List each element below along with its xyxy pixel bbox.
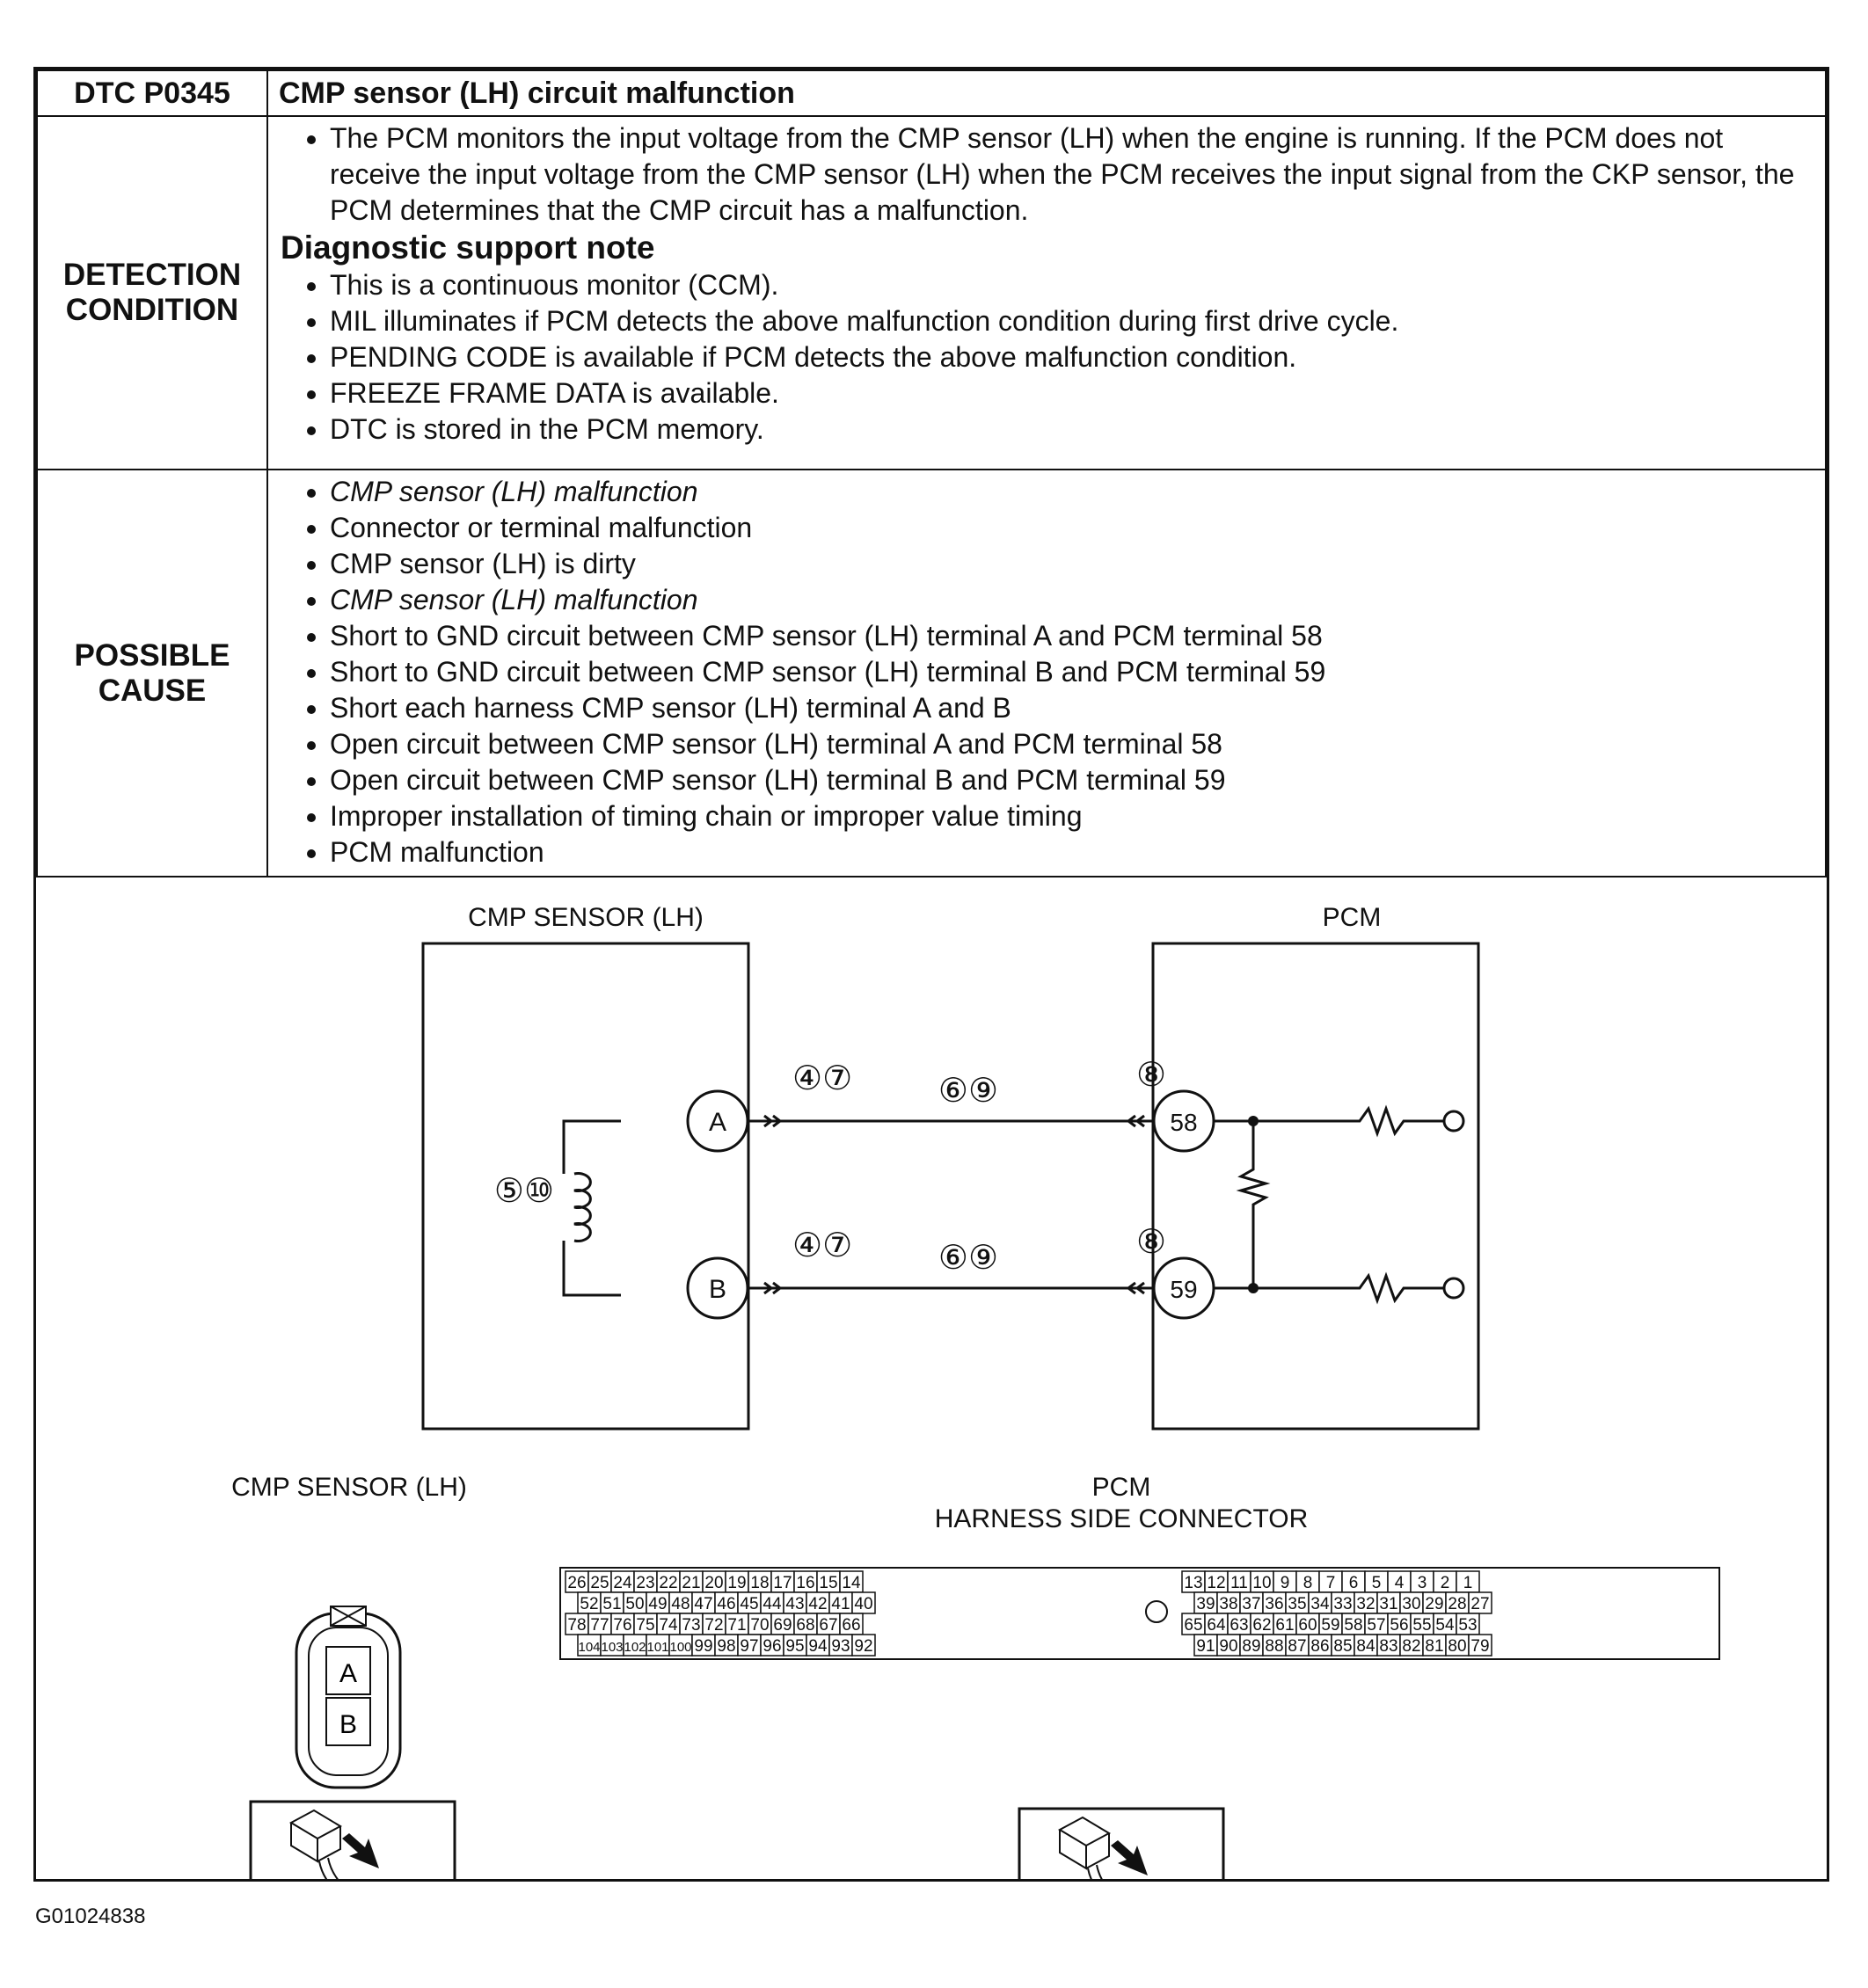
cause-item: • Open circuit between CMP sensor (LH) terminal A and PCM terminal 58: [330, 726, 1814, 762]
cause-item: • CMP sensor (LH) is dirty: [330, 546, 1814, 582]
detection-label-line-1: DETECTION: [62, 258, 242, 292]
sensor-connector: [296, 1606, 400, 1788]
pcm-pin-label: 48: [671, 1595, 690, 1613]
pcm-pin-label: 69: [773, 1616, 792, 1635]
pcm-pin-label: 87: [1288, 1637, 1307, 1656]
pcm-pin-label: 65: [1184, 1616, 1203, 1635]
coil-wire: [564, 1121, 621, 1295]
pcm-pin-label: 43: [785, 1595, 805, 1613]
pcm-pin-label: 25: [590, 1574, 609, 1592]
pcm-pin-label: 30: [1402, 1595, 1421, 1613]
detection-label-line-2: CONDITION: [65, 293, 239, 327]
pcm-pin-label: 72: [704, 1616, 724, 1635]
pcm-pin-label: 31: [1379, 1595, 1398, 1613]
pcm-pin-label: 57: [1367, 1616, 1386, 1635]
pcm-pin-label: 73: [682, 1616, 701, 1635]
cause-item: • Short to GND circuit between CMP sensor (LH) terminal A and PCM terminal 58: [330, 618, 1814, 654]
pcm-pin-label: 37: [1242, 1595, 1261, 1613]
pcm-pin-label: 40: [854, 1595, 873, 1613]
pcm-pin-label: 2: [1440, 1574, 1450, 1592]
pcm-pin-label: 67: [819, 1616, 838, 1635]
pcm-pin-label: 19: [727, 1574, 747, 1592]
pcm-pin-label: 70: [750, 1616, 770, 1635]
pcm-pin-label: 8: [1302, 1574, 1313, 1592]
cause-item: • Open circuit between CMP sensor (LH) terminal B and PCM terminal 59: [330, 762, 1814, 798]
pcm-pin-label: 22: [659, 1574, 678, 1592]
pcm-pin-label: 35: [1288, 1595, 1307, 1613]
pcm-pin-label: 104: [578, 1640, 601, 1655]
header-row: [37, 70, 1826, 116]
pcm-box: [1153, 943, 1478, 1429]
bridge-resistor: [1241, 1121, 1266, 1288]
pcm-pin-label: 99: [694, 1637, 713, 1656]
pcm-pin-label: 32: [1356, 1595, 1375, 1613]
pcm-pin-grid: [560, 1568, 1719, 1659]
pcm-pin-label: 63: [1230, 1616, 1249, 1635]
dtc-title: CMP sensor (LH) circuit malfunction: [267, 70, 1826, 116]
note-item: • PENDING CODE is available if PCM detects the above malfunction condition.: [330, 339, 1814, 375]
pcm-pin-label: 14: [842, 1574, 861, 1592]
output-node: [1444, 1278, 1463, 1298]
cause-item: • Connector or terminal malfunction: [330, 510, 1814, 546]
pcm-pin-label: 46: [717, 1595, 736, 1613]
sensor-pin-b: B: [339, 1710, 358, 1739]
pcm-pin-label: 10: [1252, 1574, 1272, 1592]
pcm-pin-label: 93: [831, 1637, 850, 1656]
pcm-pin-label: 66: [842, 1616, 861, 1635]
junction-dot: [1248, 1283, 1259, 1293]
pcm-pin-label: 20: [704, 1574, 724, 1592]
pcm-connector-sublabel: HARNESS SIDE CONNECTOR: [934, 1504, 1309, 1533]
pcm-pin-label: 98: [717, 1637, 736, 1656]
pcm-pin-label: 62: [1252, 1616, 1272, 1635]
pcm-pin-label: 84: [1356, 1637, 1375, 1656]
pcm-pin-label: 13: [1184, 1574, 1203, 1592]
sensor-connector-label: CMP SENSOR (LH): [231, 1473, 467, 1502]
pcm-pin-label: 26: [567, 1574, 587, 1592]
pcm-pin-label: 23: [636, 1574, 655, 1592]
cause-item: • PCM malfunction: [330, 834, 1814, 870]
sensor-box: [423, 943, 748, 1429]
pcm-pin-label: 41: [831, 1595, 850, 1613]
harness-view-icon: [1019, 1809, 1223, 1879]
pcm-pin-label: 78: [567, 1616, 587, 1635]
pcm-pin-label: 80: [1448, 1637, 1467, 1656]
pcm-pin-label: 38: [1219, 1595, 1238, 1613]
pcm-pin-label: 11: [1230, 1574, 1248, 1592]
pcm-pin-label: 58: [1344, 1616, 1363, 1635]
pcm-pin-label: 5: [1371, 1574, 1382, 1592]
pcm-pin-label: 27: [1470, 1595, 1490, 1613]
pcm-pin-label: 50: [625, 1595, 645, 1613]
pcm-pin-label: 53: [1458, 1616, 1478, 1635]
pcm-pin-label: 83: [1379, 1637, 1398, 1656]
pcm-pin-label: 76: [613, 1616, 632, 1635]
wiring-diagram: [36, 857, 1827, 1879]
pcm-pin-label: 17: [773, 1574, 792, 1592]
pcm-title: PCM: [1322, 903, 1382, 932]
figure-id: G01024838: [35, 1904, 146, 1928]
pcm-pin-label: 101: [646, 1640, 669, 1655]
step-sensor: ⑤⑩: [493, 1173, 555, 1210]
pcm-pin-label: 47: [694, 1595, 713, 1613]
note-item: • FREEZE FRAME DATA is available.: [330, 375, 1814, 411]
pcm-pin-label: 96: [763, 1637, 782, 1656]
note-list: [279, 267, 1814, 448]
cause-item: • CMP sensor (LH) malfunction: [330, 474, 1814, 510]
pcm-pin-label: 49: [648, 1595, 668, 1613]
pcm-pin-label: 103: [601, 1640, 624, 1655]
pcm-pin-label: 56: [1390, 1616, 1409, 1635]
pcm-pin-label: 64: [1207, 1616, 1226, 1635]
dtc-table: [36, 69, 1827, 877]
connector-key-circle: [1146, 1601, 1167, 1622]
pcm-pin-label: 100: [669, 1640, 692, 1655]
pcm-pin-label: 91: [1196, 1637, 1215, 1656]
pcm-pin-label: 75: [636, 1616, 655, 1635]
cause-item: • CMP sensor (LH) malfunction: [330, 582, 1814, 618]
pcm-pin-label: 60: [1298, 1616, 1317, 1635]
pcm-pin-label: 1: [1463, 1574, 1473, 1592]
pcm-pin-label: 21: [682, 1574, 701, 1592]
detection-row: [37, 116, 1826, 470]
junction-dot: [1248, 1116, 1259, 1126]
detection-body: [267, 116, 1826, 470]
cause-item: • Short to GND circuit between CMP sensor (LH) terminal B and PCM terminal 59: [330, 654, 1814, 690]
dtc-code: DTC P0345: [37, 70, 267, 116]
step-sensor-connector-a: ④⑦: [792, 1060, 853, 1097]
pcm-pin-label: 82: [1402, 1637, 1421, 1656]
pcm-pin-label: 55: [1412, 1616, 1432, 1635]
step-pcm-connector-b: ⑧: [1135, 1224, 1167, 1261]
pcm-pin-label: 86: [1310, 1637, 1330, 1656]
possible-cause-row: [37, 470, 1826, 877]
output-node: [1444, 1111, 1463, 1131]
pcm-pin-label: 88: [1265, 1637, 1284, 1656]
pcm-pin-label: 59: [1321, 1616, 1340, 1635]
pcm-pin-label: 29: [1425, 1595, 1444, 1613]
detection-item: • The PCM monitors the input voltage from the CMP sensor (LH) when the engine is running. If the PCM does not receive the input voltage from the CMP sensor (LH) when the PCM receives the input signal from the CKP sensor, the PCM determines that the CMP circuit has a malfunction.: [330, 120, 1814, 229]
dtc-document: [33, 67, 1829, 1882]
pcm-pin-label: 77: [590, 1616, 609, 1635]
pcm-pin-label: 51: [602, 1595, 622, 1613]
pcm-pin-label: 33: [1333, 1595, 1353, 1613]
pcm-pin-label: 68: [796, 1616, 815, 1635]
pcm-pin-label: 54: [1435, 1616, 1455, 1635]
pcm-pin-label: 92: [854, 1637, 873, 1656]
pcm-pin-label: 3: [1417, 1574, 1427, 1592]
possible-cause-label-line-2: CAUSE: [98, 673, 207, 708]
pcm-pin-label: 39: [1196, 1595, 1215, 1613]
pcm-pin-label: 42: [808, 1595, 828, 1613]
detection-label: [37, 116, 267, 470]
pcm-pin-label: 81: [1425, 1637, 1444, 1656]
cause-list: [279, 474, 1814, 870]
pcm-pin-label: 18: [750, 1574, 770, 1592]
terminal-b-label: B: [708, 1275, 727, 1304]
pcm-pin-label: 71: [727, 1616, 747, 1635]
pcm-pin-label: 89: [1242, 1637, 1261, 1656]
pcm-pin-label: 90: [1219, 1637, 1238, 1656]
pcm-pin-59-label: 59: [1170, 1276, 1198, 1303]
pcm-pin-label: 4: [1394, 1574, 1405, 1592]
pcm-pin-label: 24: [613, 1574, 632, 1592]
pcm-pin-label: 79: [1470, 1637, 1490, 1656]
cause-item: • Improper installation of timing chain or improper value timing: [330, 798, 1814, 834]
pcm-pin-label: 95: [785, 1637, 805, 1656]
pcm-pin-label: 36: [1265, 1595, 1284, 1613]
pcm-pin-label: 16: [796, 1574, 815, 1592]
note-item: • DTC is stored in the PCM memory.: [330, 411, 1814, 448]
pcm-pin-label: 45: [740, 1595, 759, 1613]
pcm-pin-label: 15: [819, 1574, 838, 1592]
pcm-connector-label: PCM: [1091, 1473, 1151, 1502]
possible-cause-body: [267, 470, 1826, 877]
possible-cause-label-line-1: POSSIBLE: [74, 637, 230, 673]
step-wire-b: ⑥⑨: [938, 1240, 999, 1277]
step-pcm-connector-a: ⑧: [1135, 1057, 1167, 1094]
pcm-pin-label: 61: [1275, 1616, 1295, 1635]
pcm-pin-label: 94: [808, 1637, 828, 1656]
sensor-title: CMP SENSOR (LH): [468, 903, 704, 932]
sensor-pin-a: A: [339, 1659, 358, 1688]
harness-view-icon: [251, 1802, 455, 1879]
step-wire-a: ⑥⑨: [938, 1073, 999, 1110]
step-sensor-connector-b: ④⑦: [792, 1227, 853, 1264]
pcm-pin-label: 34: [1310, 1595, 1330, 1613]
note-item: • This is a continuous monitor (CCM).: [330, 267, 1814, 303]
pcm-pin-label: 44: [763, 1595, 782, 1613]
cause-item: • Short each harness CMP sensor (LH) terminal A and B: [330, 690, 1814, 726]
detection-list: [279, 120, 1814, 229]
pcm-pin-label: 9: [1280, 1574, 1290, 1592]
possible-cause-label: [37, 470, 267, 877]
pcm-pin-label: 52: [580, 1595, 599, 1613]
pcm-pin-label: 12: [1207, 1574, 1226, 1592]
pcm-pin-58-label: 58: [1170, 1109, 1198, 1136]
diagnostic-note-heading: Diagnostic support note: [281, 229, 655, 266]
pcm-pin-label: 6: [1348, 1574, 1359, 1592]
coil-icon: [574, 1174, 590, 1242]
pcm-pin-label: 7: [1325, 1574, 1336, 1592]
note-item: • MIL illuminates if PCM detects the above malfunction condition during first drive cycle.: [330, 303, 1814, 339]
pcm-pin-label: 97: [740, 1637, 759, 1656]
pcm-pin-label: 102: [624, 1640, 646, 1655]
pcm-pin-label: 28: [1448, 1595, 1467, 1613]
terminal-a-label: A: [708, 1108, 727, 1137]
pcm-pin-label: 74: [659, 1616, 678, 1635]
pcm-pin-label: 85: [1333, 1637, 1353, 1656]
